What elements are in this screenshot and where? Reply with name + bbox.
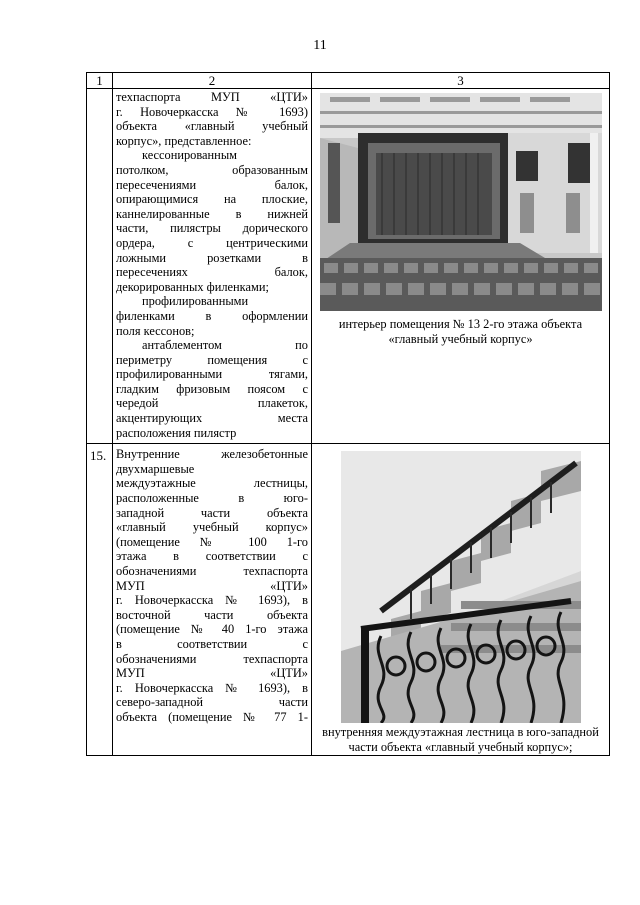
header-col-2: 2 bbox=[113, 73, 312, 89]
text-line: потолком, образованным bbox=[116, 162, 308, 177]
text-line: корпус», представленное: bbox=[116, 133, 252, 148]
text-line: поля кессонов; bbox=[116, 323, 195, 338]
row-description bbox=[113, 444, 312, 756]
text-line: расположения пилястр bbox=[116, 425, 237, 440]
text-line: периметру помещения с bbox=[116, 352, 308, 367]
text-line: техпаспорта МУП «ЦТИ» bbox=[116, 90, 308, 104]
text-line: антаблементом по bbox=[142, 338, 308, 353]
auditorium-photo bbox=[320, 93, 602, 311]
text-line: г. Новочеркасска № 1693), в bbox=[116, 593, 308, 608]
text-line: «главный учебный корпус» bbox=[116, 520, 308, 535]
text-line: каннелированные в нижней bbox=[116, 206, 308, 221]
text-line: объекта (помещение № 77 1- bbox=[116, 709, 308, 724]
text-line: МУП «ЦТИ» bbox=[116, 578, 308, 593]
row-number: 15. bbox=[87, 444, 113, 756]
text-line: гладким фризовым поясом с bbox=[116, 381, 308, 396]
photo-caption: внутренняя междуэтажная лестница в юго-западной части объекта «главный учебный корпус»; bbox=[322, 725, 599, 755]
text-line: в соответствии с bbox=[116, 636, 308, 651]
page-number: 11 bbox=[313, 38, 327, 53]
text-line: пересечениями балок, bbox=[116, 177, 308, 192]
photo-cell bbox=[312, 89, 610, 444]
photo-cell bbox=[312, 444, 610, 756]
text-line: обозначениями техпаспорта bbox=[116, 564, 308, 578]
staircase-photo bbox=[341, 451, 581, 723]
text-line: западной части объекта bbox=[116, 505, 308, 520]
text-line: МУП «ЦТИ» bbox=[116, 666, 308, 681]
photo-caption: интерьер помещения № 13 2-го этажа объекта «главный учебный корпус» bbox=[338, 317, 583, 346]
table-row bbox=[87, 89, 610, 444]
text-line: ложными розетками в bbox=[116, 250, 308, 265]
text-line: кессонированным bbox=[142, 148, 237, 163]
header-col-1: 1 bbox=[87, 73, 113, 89]
text-line: профилированными bbox=[142, 294, 249, 309]
text-line: двухмаршевые bbox=[116, 461, 195, 476]
text-line: акцентирующих места bbox=[116, 411, 308, 426]
text-line: профилированными тягами, bbox=[116, 367, 308, 382]
text-line: междуэтажные лестницы, bbox=[116, 476, 308, 491]
text-line: филенками в оформлении bbox=[116, 308, 308, 323]
row-number-empty bbox=[87, 89, 113, 444]
text-line: (помещение № 40 1-го этажа bbox=[116, 622, 308, 637]
text-line: чередой плакеток, bbox=[116, 396, 308, 411]
text-line: объекта «главный учебный bbox=[116, 119, 308, 134]
text-line: Внутренние железобетонные bbox=[116, 447, 308, 462]
text-line: г. Новочеркасска № 1693), в bbox=[116, 680, 308, 695]
text-line: северо-западной части bbox=[116, 695, 308, 710]
heritage-table bbox=[86, 72, 610, 756]
text-line: ордера, с центрическими bbox=[116, 235, 308, 250]
text-line: расположенные в юго- bbox=[116, 491, 308, 506]
table-header-row bbox=[87, 73, 610, 89]
text-line: восточной части объекта bbox=[116, 607, 308, 622]
table-row bbox=[87, 444, 610, 756]
text-line: этажа в соответствии с bbox=[116, 549, 308, 564]
header-col-3: 3 bbox=[312, 73, 610, 89]
text-line: пересечениях балок, bbox=[116, 265, 308, 280]
text-line: опирающимися на плоские, bbox=[116, 192, 308, 207]
text-line: (помещение № 100 1-го bbox=[116, 534, 308, 549]
text-line: части, пилястры дорического bbox=[116, 221, 308, 236]
text-line: обозначениями техпаспорта bbox=[116, 651, 308, 666]
text-line: г. Новочеркасска № 1693) bbox=[116, 104, 308, 119]
text-line: декорированных филенками; bbox=[116, 279, 269, 294]
row-description bbox=[113, 89, 312, 444]
